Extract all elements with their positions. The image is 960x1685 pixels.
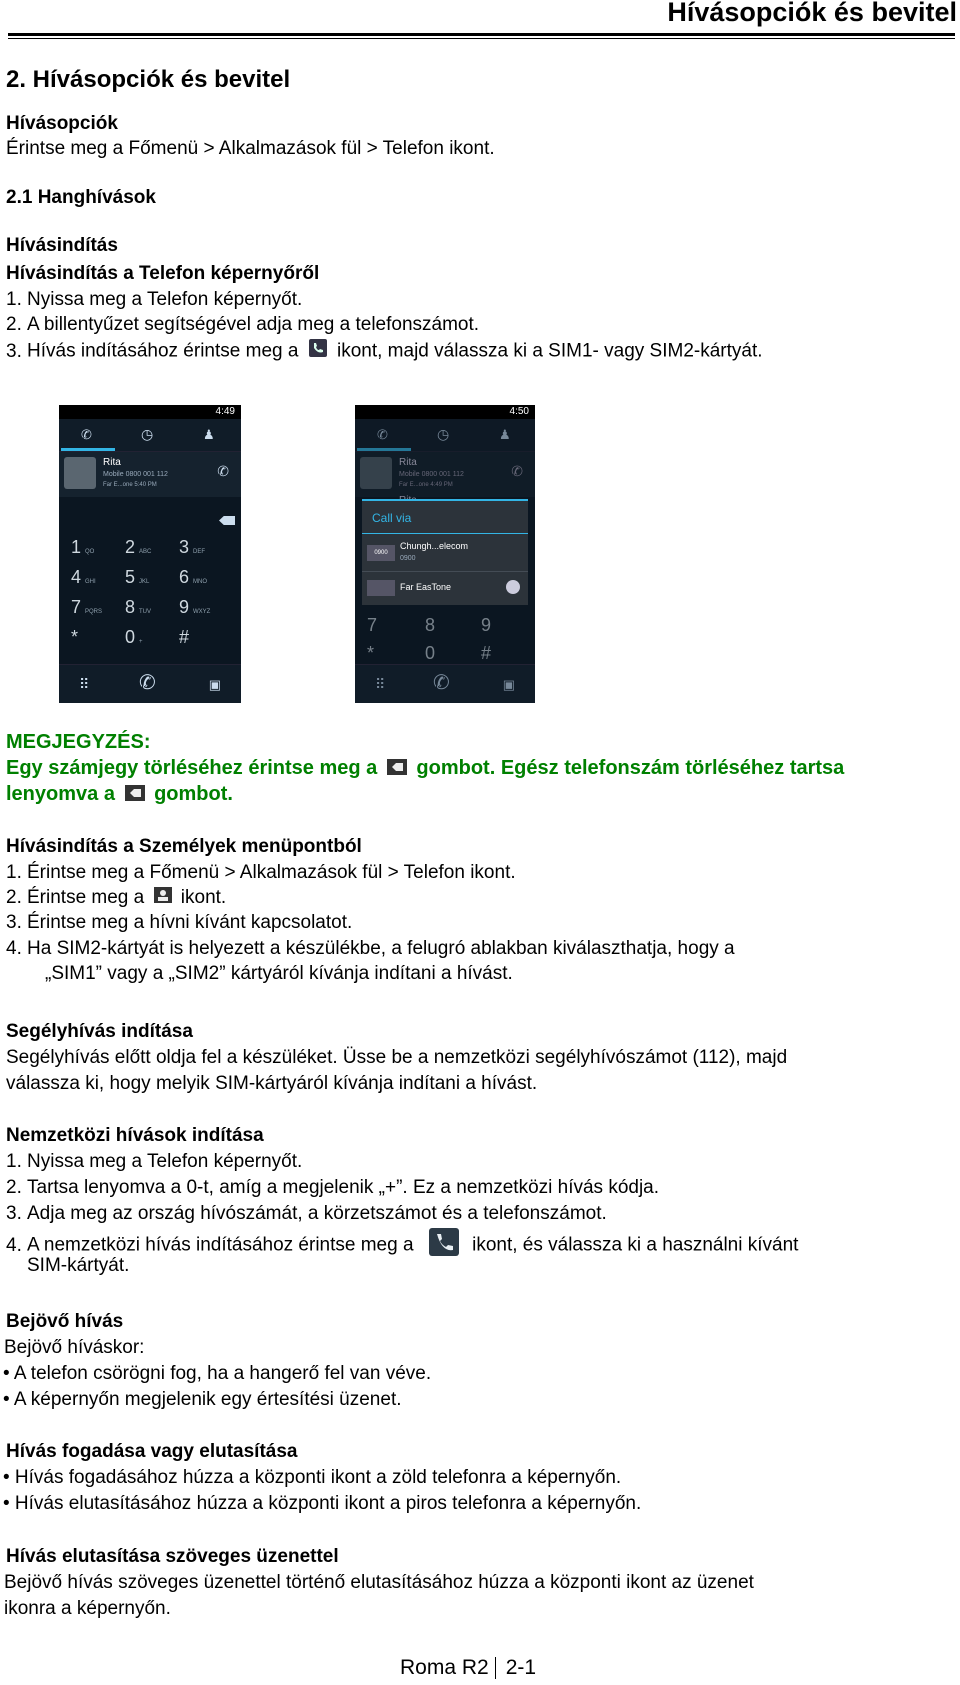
contact-name: Rita xyxy=(399,457,417,468)
contact-meta: Far E...one 5:40 PM xyxy=(103,482,157,488)
contacts-tab-icon: ♟ xyxy=(203,427,215,442)
answer-reject-heading: Hívás fogadása vagy elutasítása xyxy=(6,1441,298,1462)
sim1-name: Chungh...elecom xyxy=(400,541,469,551)
backspace-icon xyxy=(219,516,235,525)
contact-meta: Far E...one 4:49 PM xyxy=(399,482,453,488)
reject-bullet: • Hívás elutasításához húzza a központi ikont a piros telefonra a képernyőn. xyxy=(3,1493,642,1514)
voice-calls-heading: 2.1 Hanghívások xyxy=(6,187,156,208)
contacts-icon xyxy=(154,886,172,910)
contact-number: Mobile 0800 001 112 xyxy=(399,471,464,478)
contacts-step-1: 1. Érintse meg a Főmenü > Alkalmazások fül > Telefon ikont. xyxy=(6,862,516,883)
dial-key[interactable]: 8 TUV xyxy=(125,597,152,617)
contacts-call-heading: Hívásindítás a Személyek menüpontból xyxy=(6,836,362,857)
call-options-text: Érintse meg a Főmenü > Alkalmazások fül > Telefon ikont. xyxy=(6,138,495,159)
header-rule xyxy=(8,33,955,39)
phone-tab-icon: ✆ xyxy=(377,427,388,442)
dial-button-icon: ✆ xyxy=(139,672,156,694)
call-via-screenshot: 4:50 ✆ ◷ ♟ Rita Mobile 0800 001 112 Far E...one 4:49 PM ✆ Call via 0900 Chungh...elecom 0900 Far EasTone 7 8 9 * 0 # ⠿ ✆ ▣ xyxy=(355,405,535,703)
contact-number: Mobile 0800 001 112 xyxy=(103,471,168,478)
add-contact-icon: ▣ xyxy=(208,677,221,692)
contacts-step-4-cont: „SIM1” vagy a „SIM2” kártyáról kívánja indítani a hívást. xyxy=(45,963,513,984)
reject-sms-line-2: ikonra a képernyőn. xyxy=(4,1598,171,1619)
contact-name: Rita xyxy=(103,457,121,468)
note-heading: MEGJEGYZÉS: xyxy=(6,731,151,753)
incoming-intro: Bejövő híváskor: xyxy=(4,1337,145,1358)
call-via-dialog xyxy=(362,499,528,605)
sim1-number: 0900 xyxy=(400,555,416,562)
international-step-4: 4. A nemzetközi hívás indításához érintse meg a ikont, és válassza ki a használni kívánt xyxy=(6,1228,798,1263)
start-step-3: 3. Hívás indításához érintse meg a ikont, majd válassza ki a SIM1- vagy SIM2-kártyát. xyxy=(6,338,763,365)
emergency-line-1: Segélyhívás előtt oldja fel a készüléket. Üsse be a nemzetközi segélyhívószámot (112), majd xyxy=(6,1047,788,1068)
incoming-bullet-1: • A telefon csörögni fog, ha a hangerő fel van véve. xyxy=(3,1363,432,1384)
international-step-1: 1. Nyissa meg a Telefon képernyőt. xyxy=(6,1151,303,1172)
start-call-heading: Hívásindítás xyxy=(6,235,118,256)
footer-page: 2-1 xyxy=(505,1656,537,1679)
international-heading: Nemzetközi hívások indítása xyxy=(6,1125,264,1146)
incoming-bullet-2: • A képernyőn megjelenik egy értesítési üzenet. xyxy=(3,1389,402,1410)
dial-key[interactable]: 6 MNO xyxy=(179,567,208,587)
dial-button-icon: ✆ xyxy=(433,672,450,694)
footer-model: Roma R2 xyxy=(400,1656,489,1679)
sim2-option[interactable] xyxy=(362,573,528,603)
international-step-2: 2. Tartsa lenyomva a 0-t, amíg a megjelenik „+”. Ez a nemzetközi hívás kódja. xyxy=(6,1177,660,1198)
dialer-screenshot xyxy=(59,405,241,703)
emergency-heading: Segélyhívás indítása xyxy=(6,1021,193,1042)
contacts-tab-icon: ♟ xyxy=(499,427,511,442)
running-header: Hívásopciók és bevitel xyxy=(667,0,957,27)
sim2-name: Far EasTone xyxy=(400,582,452,592)
keypad-icon: ⠿ xyxy=(375,676,386,692)
sim2-badge xyxy=(367,580,395,596)
dial-key[interactable]: * xyxy=(71,627,79,647)
sim1-badge: 0900 xyxy=(367,545,395,561)
dial-key[interactable]: 4 GHI xyxy=(71,567,96,587)
recent-tab-icon: ◷ xyxy=(141,426,154,442)
note-line-1: Egy számjegy törléséhez érintse meg a gombot. Egész telefonszám törléséhez tartsa xyxy=(6,757,845,779)
contacts-step-4: 4. Ha SIM2-kártyát is helyezett a készülékbe, a felugró ablakban kiválaszthatja, hogy a xyxy=(6,938,735,959)
status-time: 4:50 xyxy=(509,406,529,417)
start-step-1: 1. Nyissa meg a Telefon képernyőt. xyxy=(6,289,303,310)
dial-key[interactable]: 1 QO xyxy=(71,537,95,557)
emergency-line-2: válassza ki, hogy melyik SIM-kártyáról kívánja indítani a hívást. xyxy=(6,1073,538,1094)
dial-key[interactable]: 3 DEF xyxy=(179,537,206,557)
call-icon: ✆ xyxy=(217,463,229,479)
international-step-3: 3. Adja meg az ország hívószámát, a körzetszámot és a telefonszámot. xyxy=(6,1203,607,1224)
reject-sms-heading: Hívás elutasítása szöveges üzenettel xyxy=(6,1546,339,1567)
sim1-option[interactable] xyxy=(362,537,528,569)
backspace-icon xyxy=(125,783,145,807)
dial-key[interactable]: 9 WXYZ xyxy=(179,597,211,617)
phone-icon xyxy=(429,1228,459,1263)
dial-key[interactable]: 5 JKL xyxy=(125,567,150,587)
international-step-4-cont: SIM-kártyát. xyxy=(27,1255,130,1276)
sim2-icon xyxy=(506,580,520,594)
recent-tab-icon: ◷ xyxy=(437,426,450,442)
contact-avatar xyxy=(64,457,96,489)
phone-tab-icon: ✆ xyxy=(81,427,92,442)
dial-key[interactable]: # xyxy=(179,627,190,647)
contacts-step-3: 3. Érintse meg a hívni kívánt kapcsolatot. xyxy=(6,912,353,933)
start-step-2: 2. A billentyűzet segítségével adja meg a telefonszámot. xyxy=(6,314,480,335)
note-line-2: lenyomva a gombot. xyxy=(6,783,233,805)
backspace-icon xyxy=(387,757,407,781)
status-time: 4:49 xyxy=(215,406,235,417)
section-title: 2. Hívásopciók és bevitel xyxy=(6,66,291,93)
page-footer xyxy=(400,1656,536,1680)
reject-sms-line-1: Bejövő hívás szöveges üzenettel történő elutasításához húzza a központi ikont az üzenet xyxy=(4,1572,754,1593)
incoming-heading: Bejövő hívás xyxy=(6,1311,124,1332)
contacts-step-2: 2. Érintse meg a ikont. xyxy=(6,887,227,909)
contact-avatar xyxy=(360,457,392,489)
add-contact-icon: ▣ xyxy=(502,677,515,692)
call-options-heading: Hívásopciók xyxy=(6,113,118,134)
call-log-icon xyxy=(308,338,328,365)
dial-key[interactable]: 0 + xyxy=(125,627,143,647)
dial-key[interactable]: 7 PQRS xyxy=(71,597,103,617)
answer-bullet: • Hívás fogadásához húzza a központi ikont a zöld telefonra a képernyőn. xyxy=(3,1467,622,1488)
dialog-title: Call via xyxy=(372,511,412,525)
call-icon: ✆ xyxy=(511,463,523,479)
keypad-icon: ⠿ xyxy=(79,676,90,692)
dial-key[interactable]: 2 ABC xyxy=(125,537,152,557)
start-call-subheading: Hívásindítás a Telefon képernyőről xyxy=(6,263,320,284)
